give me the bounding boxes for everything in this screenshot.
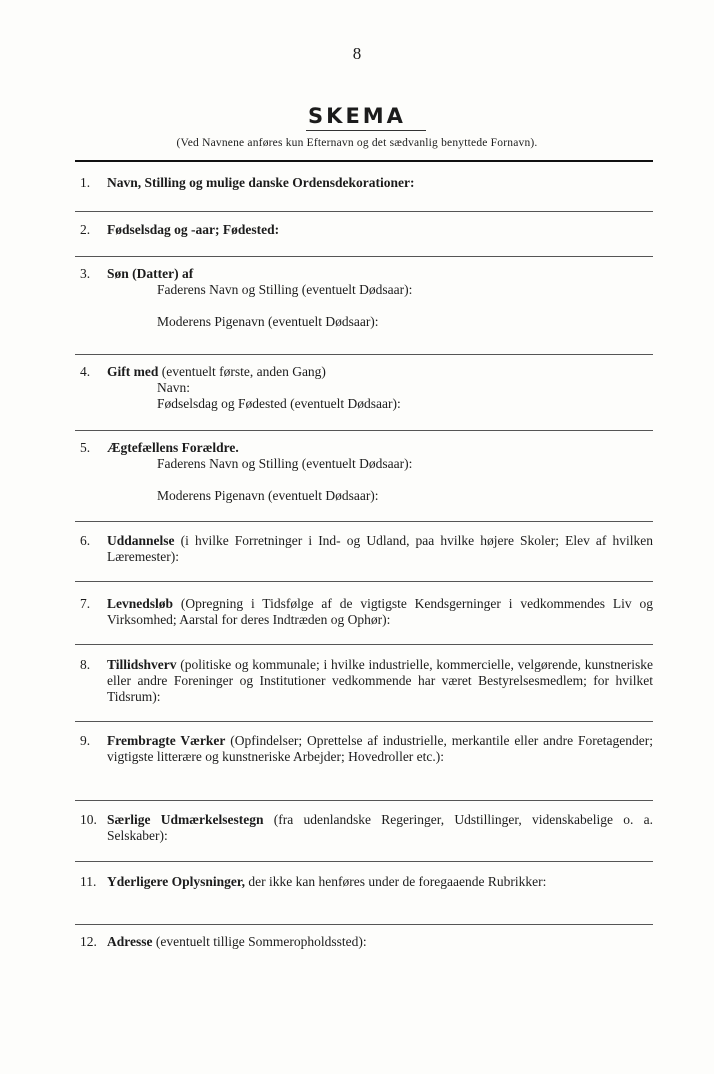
item-divider <box>75 581 653 582</box>
form-item-3 <box>80 266 653 330</box>
header-divider <box>75 160 653 162</box>
item-subfield: Faderens Navn og Stilling (eventuelt Dødsaar): <box>157 456 413 471</box>
item-number: 5. <box>80 440 91 455</box>
form-item-11 <box>80 874 653 890</box>
item-heading: Uddannelse <box>107 533 175 548</box>
item-heading: Tillidshverv <box>107 657 177 672</box>
item-description: (Opregning i Tidsfølge af de vigtigste Kendsgerninger i vedkommendes Liv og Virksomhed; Aarstal for deres Indtræden og Ophør): <box>107 596 653 627</box>
item-heading: Yderligere Oplysninger, <box>107 874 245 889</box>
form-item-9 <box>80 733 653 765</box>
page-subtitle: (Ved Navnene anføres kun Efternavn og det sædvanlig benyttede Fornavn). <box>176 137 538 149</box>
item-number: 10. <box>80 812 97 827</box>
item-description: (politiske og kommunale; i hvilke industrielle, kommercielle, velgørende, kunstneriske eller andre Foreninger og Institutioner vedkommende har været Bestyrelsesmedlem; for hvilket Tidsrum): <box>107 657 654 704</box>
item-description: (Opfindelser; Oprettelse af industrielle, merkantile eller andre Foretagender; vigtigste litterære og kunstneriske Arbejder; Hovedroller etc.): <box>107 733 653 764</box>
item-description: (eventuelt tillige Sommeropholdssted): <box>155 934 367 949</box>
item-divider <box>75 861 653 862</box>
item-heading: Navn, Stilling og mulige danske Ordensdekorationer: <box>107 175 415 190</box>
item-heading: Fødselsdag og -aar; Fødested: <box>107 222 280 237</box>
item-number: 8. <box>80 657 91 672</box>
item-divider <box>75 521 653 522</box>
item-heading: Ægtefællens Forældre. <box>107 440 239 455</box>
item-number: 7. <box>80 596 91 611</box>
form-item-10 <box>80 812 653 844</box>
item-number: 3. <box>80 266 91 281</box>
page-number: 8 <box>352 44 362 63</box>
item-subfield: Faderens Navn og Stilling (eventuelt Dødsaar): <box>157 282 413 297</box>
item-subfield: Moderens Pigenavn (eventuelt Dødsaar): <box>157 488 379 503</box>
item-heading: Levnedsløb <box>107 596 174 611</box>
form-item-2 <box>80 222 653 238</box>
item-number: 9. <box>80 733 91 748</box>
item-divider <box>75 924 653 925</box>
item-number: 1. <box>80 175 91 190</box>
item-heading: Søn (Datter) af <box>107 266 194 281</box>
form-item-1 <box>80 175 653 191</box>
item-heading: Adresse <box>107 934 153 949</box>
page-title: SKEMA <box>308 104 406 128</box>
item-number: 11. <box>80 874 97 889</box>
item-description: (i hvilke Forretninger i Ind- og Udland, paa hvilke højere Skoler; Elev af hvilken Læremester): <box>107 533 653 564</box>
item-number: 12. <box>80 934 97 949</box>
item-subfield: Fødselsdag og Fødested (eventuelt Dødsaar): <box>157 396 401 411</box>
form-item-5 <box>80 440 653 504</box>
item-number: 2. <box>80 222 91 237</box>
item-description: (fra udenlandske Regeringer, Udstillinger, videnskabelige o. a. Selskaber): <box>107 812 654 843</box>
form-item-4 <box>80 364 653 412</box>
item-divider <box>75 800 653 801</box>
item-number: 4. <box>80 364 91 379</box>
item-heading: Gift med <box>107 364 159 379</box>
item-divider <box>75 256 653 257</box>
form-item-6 <box>80 533 653 565</box>
item-subfield: Moderens Pigenavn (eventuelt Dødsaar): <box>157 314 379 329</box>
item-description: (eventuelt første, anden Gang) <box>161 364 326 379</box>
item-number: 6. <box>80 533 91 548</box>
item-heading: Særlige Udmærkelsestegn <box>107 812 264 827</box>
form-item-8 <box>80 657 653 705</box>
item-divider <box>75 211 653 212</box>
item-heading: Frembragte Værker <box>107 733 226 748</box>
form-item-12 <box>80 934 653 950</box>
title-underline <box>306 130 426 131</box>
form-item-7 <box>80 596 653 628</box>
item-subfield: Navn: <box>157 380 190 395</box>
item-divider <box>75 354 653 355</box>
item-divider <box>75 644 653 645</box>
item-description: der ikke kan henføres under de foregaaende Rubrikker: <box>248 874 547 889</box>
item-divider <box>75 721 653 722</box>
item-divider <box>75 430 653 431</box>
